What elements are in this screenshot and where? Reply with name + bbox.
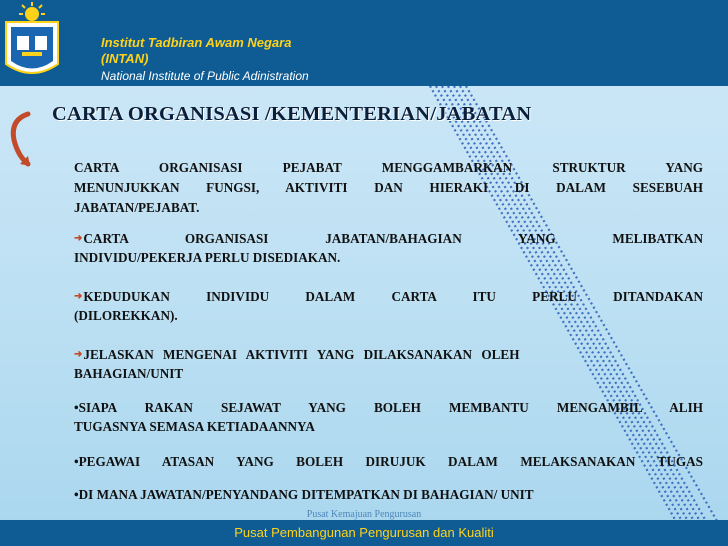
- bullet-item: •DI MANA JAWATAN/PENYANDANG DITEMPATKAN DI BAHAGIAN/ UNIT: [74, 487, 534, 502]
- bullet-item-continuation: INDIVIDU/PEKERJA PERLU DISEDIAKAN.: [74, 250, 341, 265]
- arrow-bullet-icon: ➜: [74, 291, 83, 302]
- bullet-item: ➜KEDUDUKAN INDIVIDU DALAM CARTA ITU PERLU DITANDAKAN: [74, 289, 703, 304]
- bullet-item-continuation: BAHAGIAN/UNIT: [74, 366, 184, 381]
- institute-english-name: National Institute of Public Adinistration: [101, 69, 309, 83]
- intro-line: MENUNJUKKAN FUNGSI, AKTIVITI DAN HIERAKI DI DALAM SESEBUAH: [74, 180, 703, 195]
- intro-line: JABATAN/PEJABAT.: [74, 200, 200, 215]
- institute-short-name: (INTAN): [101, 51, 149, 66]
- bullet-item: •PEGAWAI ATASAN YANG BOLEH DIRUJUK DALAM MELAKSANAKAN TUGAS: [74, 454, 703, 469]
- bullet-item: ➜CARTA ORGANISASI JABATAN/BAHAGIAN YANG MELIBATKAN: [74, 231, 703, 246]
- arrow-bullet-icon: ➜: [74, 233, 83, 244]
- intan-crest-icon: [0, 0, 64, 84]
- footer-ghost-text: Pusat Kemajuan Pengurusan: [306, 509, 422, 520]
- institute-name: Institut Tadbiran Awam Negara: [101, 35, 292, 50]
- bullet-item: •SIAPA RAKAN SEJAWAT YANG BOLEH MEMBANTU MENGAMBIL ALIH: [74, 400, 703, 415]
- intro-line: CARTA ORGANISASI PEJABAT MENGGAMBARKAN STRUKTUR YANG: [74, 160, 703, 175]
- bullet-item: ➜JELASKAN MENGENAI AKTIVITI YANG DILAKSANAKAN OLEH: [74, 347, 520, 362]
- curved-arrow-icon: [6, 110, 32, 170]
- arrow-bullet-icon: ➜: [74, 349, 83, 360]
- footer-text: Pusat Pembangunan Pengurusan dan Kualiti: [234, 525, 494, 540]
- slide-title: CARTA ORGANISASI /KEMENTERIAN/JABATAN: [52, 103, 532, 125]
- bullet-item-continuation: TUGASNYA SEMASA KETIADAANNYA: [74, 419, 315, 434]
- bullet-item-continuation: (DILOREKKAN).: [74, 308, 178, 323]
